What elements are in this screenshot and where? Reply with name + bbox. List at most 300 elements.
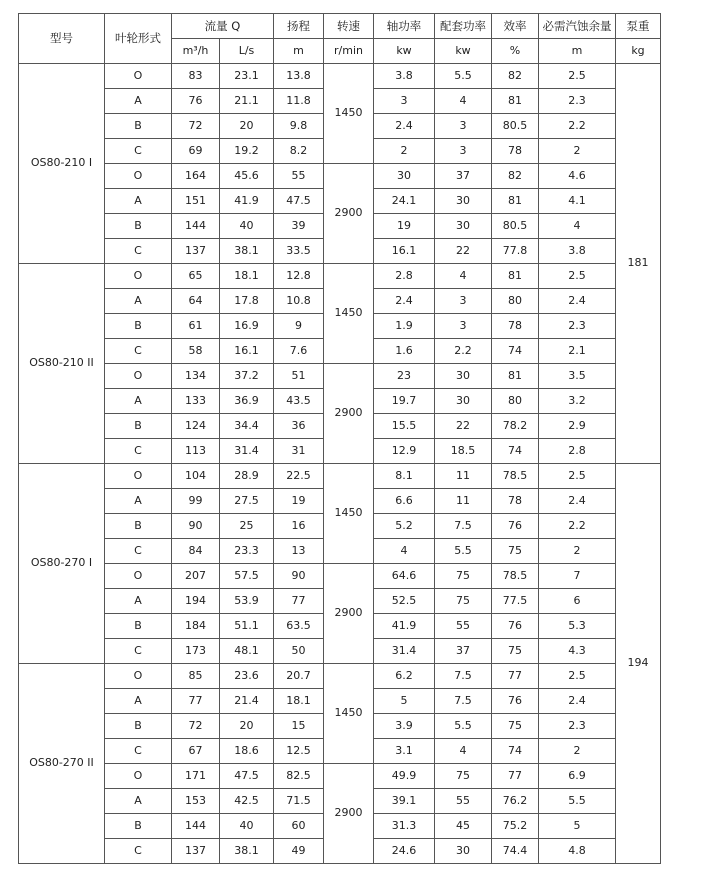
head-cell: 63.5 (274, 614, 324, 639)
efficiency-cell: 74 (492, 739, 539, 764)
efficiency-cell: 77 (492, 664, 539, 689)
flow-m3h-cell: 194 (172, 589, 220, 614)
flow-ls-cell: 31.4 (220, 439, 274, 464)
header-head: 扬程 (274, 14, 324, 39)
head-cell: 60 (274, 814, 324, 839)
weight-cell: 194 (616, 464, 661, 864)
flow-m3h-cell: 134 (172, 364, 220, 389)
shaft-power-cell: 3 (374, 89, 435, 114)
impeller-cell: C (105, 139, 172, 164)
impeller-cell: B (105, 814, 172, 839)
impeller-cell: B (105, 314, 172, 339)
motor-power-cell: 4 (435, 264, 492, 289)
header-speed: 转速 (324, 14, 374, 39)
motor-power-cell: 3 (435, 139, 492, 164)
npshr-cell: 4 (539, 214, 616, 239)
motor-power-cell: 30 (435, 214, 492, 239)
shaft-power-cell: 19 (374, 214, 435, 239)
flow-ls-cell: 36.9 (220, 389, 274, 414)
impeller-cell: O (105, 664, 172, 689)
impeller-cell: A (105, 589, 172, 614)
efficiency-cell: 80.5 (492, 214, 539, 239)
npshr-cell: 2.4 (539, 689, 616, 714)
speed-cell: 2900 (324, 364, 374, 464)
head-cell: 13 (274, 539, 324, 564)
npshr-cell: 2.8 (539, 439, 616, 464)
flow-ls-cell: 45.6 (220, 164, 274, 189)
motor-power-cell: 5.5 (435, 714, 492, 739)
shaft-power-cell: 6.2 (374, 664, 435, 689)
shaft-power-cell: 3.8 (374, 64, 435, 89)
flow-m3h-cell: 137 (172, 839, 220, 864)
npshr-cell: 2.4 (539, 289, 616, 314)
flow-ls-cell: 42.5 (220, 789, 274, 814)
npshr-cell: 2.3 (539, 89, 616, 114)
motor-power-cell: 30 (435, 839, 492, 864)
motor-power-cell: 30 (435, 389, 492, 414)
shaft-power-cell: 3.9 (374, 714, 435, 739)
flow-m3h-cell: 65 (172, 264, 220, 289)
shaft-power-cell: 19.7 (374, 389, 435, 414)
motor-power-cell: 30 (435, 189, 492, 214)
head-cell: 90 (274, 564, 324, 589)
motor-power-cell: 5.5 (435, 64, 492, 89)
impeller-cell: O (105, 564, 172, 589)
flow-ls-cell: 19.2 (220, 139, 274, 164)
efficiency-cell: 80 (492, 389, 539, 414)
unit-npshr: m (539, 39, 616, 64)
flow-m3h-cell: 133 (172, 389, 220, 414)
impeller-cell: A (105, 689, 172, 714)
npshr-cell: 2.5 (539, 64, 616, 89)
unit-efficiency: % (492, 39, 539, 64)
impeller-cell: C (105, 639, 172, 664)
motor-power-cell: 5.5 (435, 539, 492, 564)
impeller-cell: B (105, 614, 172, 639)
flow-ls-cell: 21.4 (220, 689, 274, 714)
motor-power-cell: 22 (435, 414, 492, 439)
table-row (19, 364, 661, 389)
efficiency-cell: 81 (492, 264, 539, 289)
npshr-cell: 2.5 (539, 464, 616, 489)
table-row (19, 464, 661, 489)
shaft-power-cell: 6.6 (374, 489, 435, 514)
shaft-power-cell: 2 (374, 139, 435, 164)
motor-power-cell: 2.2 (435, 339, 492, 364)
motor-power-cell: 11 (435, 489, 492, 514)
head-cell: 55 (274, 164, 324, 189)
shaft-power-cell: 1.6 (374, 339, 435, 364)
flow-ls-cell: 17.8 (220, 289, 274, 314)
efficiency-cell: 75 (492, 639, 539, 664)
flow-ls-cell: 16.1 (220, 339, 274, 364)
head-cell: 10.8 (274, 289, 324, 314)
impeller-cell: C (105, 739, 172, 764)
flow-ls-cell: 57.5 (220, 564, 274, 589)
flow-ls-cell: 20 (220, 714, 274, 739)
header-model: 型号 (19, 14, 105, 64)
flow-m3h-cell: 164 (172, 164, 220, 189)
head-cell: 71.5 (274, 789, 324, 814)
npshr-cell: 5 (539, 814, 616, 839)
unit-weight: kg (616, 39, 661, 64)
motor-power-cell: 11 (435, 464, 492, 489)
efficiency-cell: 77.8 (492, 239, 539, 264)
motor-power-cell: 22 (435, 239, 492, 264)
npshr-cell: 6 (539, 589, 616, 614)
flow-m3h-cell: 207 (172, 564, 220, 589)
shaft-power-cell: 41.9 (374, 614, 435, 639)
npshr-cell: 3.8 (539, 239, 616, 264)
flow-ls-cell: 48.1 (220, 639, 274, 664)
motor-power-cell: 37 (435, 164, 492, 189)
motor-power-cell: 55 (435, 614, 492, 639)
efficiency-cell: 76 (492, 514, 539, 539)
npshr-cell: 2 (539, 539, 616, 564)
flow-m3h-cell: 64 (172, 289, 220, 314)
flow-m3h-cell: 72 (172, 714, 220, 739)
motor-power-cell: 37 (435, 639, 492, 664)
shaft-power-cell: 5.2 (374, 514, 435, 539)
motor-power-cell: 7.5 (435, 664, 492, 689)
impeller-cell: O (105, 364, 172, 389)
head-cell: 16 (274, 514, 324, 539)
impeller-cell: A (105, 89, 172, 114)
npshr-cell: 7 (539, 564, 616, 589)
table-row (19, 564, 661, 589)
efficiency-cell: 80 (492, 289, 539, 314)
table-row (19, 64, 661, 89)
unit-motor-power: kw (435, 39, 492, 64)
speed-cell: 1450 (324, 264, 374, 364)
impeller-cell: A (105, 189, 172, 214)
flow-m3h-cell: 61 (172, 314, 220, 339)
flow-ls-cell: 47.5 (220, 764, 274, 789)
shaft-power-cell: 2.8 (374, 264, 435, 289)
speed-cell: 1450 (324, 664, 374, 764)
shaft-power-cell: 5 (374, 689, 435, 714)
motor-power-cell: 3 (435, 114, 492, 139)
head-cell: 47.5 (274, 189, 324, 214)
weight-cell: 181 (616, 64, 661, 464)
flow-ls-cell: 40 (220, 814, 274, 839)
efficiency-cell: 76.2 (492, 789, 539, 814)
flow-m3h-cell: 58 (172, 339, 220, 364)
table-header (19, 14, 661, 64)
table-row (19, 264, 661, 289)
flow-m3h-cell: 137 (172, 239, 220, 264)
header-npshr: 必需汽蚀余量 (539, 14, 616, 39)
table-row (19, 764, 661, 789)
efficiency-cell: 78 (492, 489, 539, 514)
head-cell: 19 (274, 489, 324, 514)
efficiency-cell: 81 (492, 364, 539, 389)
shaft-power-cell: 64.6 (374, 564, 435, 589)
shaft-power-cell: 31.3 (374, 814, 435, 839)
header-impeller: 叶轮形式 (105, 14, 172, 64)
shaft-power-cell: 31.4 (374, 639, 435, 664)
model-cell: OS80-270 II (19, 664, 105, 864)
motor-power-cell: 3 (435, 314, 492, 339)
npshr-cell: 2.1 (539, 339, 616, 364)
flow-m3h-cell: 90 (172, 514, 220, 539)
flow-ls-cell: 16.9 (220, 314, 274, 339)
npshr-cell: 2.4 (539, 489, 616, 514)
speed-cell: 1450 (324, 64, 374, 164)
flow-m3h-cell: 144 (172, 814, 220, 839)
npshr-cell: 4.6 (539, 164, 616, 189)
flow-ls-cell: 38.1 (220, 839, 274, 864)
motor-power-cell: 55 (435, 789, 492, 814)
unit-speed: r/min (324, 39, 374, 64)
impeller-cell: A (105, 389, 172, 414)
npshr-cell: 5.5 (539, 789, 616, 814)
npshr-cell: 5.3 (539, 614, 616, 639)
efficiency-cell: 82 (492, 64, 539, 89)
head-cell: 39 (274, 214, 324, 239)
header-motor-power: 配套功率 (435, 14, 492, 39)
efficiency-cell: 75 (492, 714, 539, 739)
impeller-cell: B (105, 714, 172, 739)
head-cell: 36 (274, 414, 324, 439)
impeller-cell: C (105, 239, 172, 264)
npshr-cell: 2.3 (539, 314, 616, 339)
flow-m3h-cell: 99 (172, 489, 220, 514)
efficiency-cell: 74.4 (492, 839, 539, 864)
shaft-power-cell: 16.1 (374, 239, 435, 264)
flow-ls-cell: 18.6 (220, 739, 274, 764)
head-cell: 13.8 (274, 64, 324, 89)
efficiency-cell: 78 (492, 314, 539, 339)
npshr-cell: 2.2 (539, 514, 616, 539)
head-cell: 11.8 (274, 89, 324, 114)
npshr-cell: 2.5 (539, 664, 616, 689)
efficiency-cell: 75.2 (492, 814, 539, 839)
head-cell: 50 (274, 639, 324, 664)
head-cell: 9.8 (274, 114, 324, 139)
header-efficiency: 效率 (492, 14, 539, 39)
flow-ls-cell: 40 (220, 214, 274, 239)
shaft-power-cell: 3.1 (374, 739, 435, 764)
shaft-power-cell: 2.4 (374, 114, 435, 139)
flow-m3h-cell: 104 (172, 464, 220, 489)
head-cell: 20.7 (274, 664, 324, 689)
npshr-cell: 2 (539, 739, 616, 764)
flow-ls-cell: 37.2 (220, 364, 274, 389)
motor-power-cell: 18.5 (435, 439, 492, 464)
efficiency-cell: 74 (492, 339, 539, 364)
flow-m3h-cell: 144 (172, 214, 220, 239)
motor-power-cell: 30 (435, 364, 492, 389)
impeller-cell: A (105, 489, 172, 514)
impeller-cell: O (105, 764, 172, 789)
impeller-cell: O (105, 164, 172, 189)
flow-m3h-cell: 173 (172, 639, 220, 664)
head-cell: 33.5 (274, 239, 324, 264)
impeller-cell: B (105, 414, 172, 439)
impeller-cell: O (105, 64, 172, 89)
motor-power-cell: 4 (435, 89, 492, 114)
shaft-power-cell: 49.9 (374, 764, 435, 789)
flow-ls-cell: 28.9 (220, 464, 274, 489)
shaft-power-cell: 23 (374, 364, 435, 389)
npshr-cell: 2.9 (539, 414, 616, 439)
npshr-cell: 6.9 (539, 764, 616, 789)
flow-m3h-cell: 72 (172, 114, 220, 139)
npshr-cell: 4.1 (539, 189, 616, 214)
efficiency-cell: 78.2 (492, 414, 539, 439)
flow-m3h-cell: 84 (172, 539, 220, 564)
flow-m3h-cell: 85 (172, 664, 220, 689)
impeller-cell: C (105, 839, 172, 864)
flow-m3h-cell: 184 (172, 614, 220, 639)
pump-performance-table (18, 13, 661, 864)
shaft-power-cell: 2.4 (374, 289, 435, 314)
npshr-cell: 4.3 (539, 639, 616, 664)
efficiency-cell: 76 (492, 614, 539, 639)
flow-m3h-cell: 124 (172, 414, 220, 439)
shaft-power-cell: 8.1 (374, 464, 435, 489)
motor-power-cell: 4 (435, 739, 492, 764)
impeller-cell: C (105, 439, 172, 464)
motor-power-cell: 75 (435, 589, 492, 614)
impeller-cell: C (105, 339, 172, 364)
efficiency-cell: 80.5 (492, 114, 539, 139)
impeller-cell: C (105, 539, 172, 564)
flow-m3h-cell: 153 (172, 789, 220, 814)
efficiency-cell: 77.5 (492, 589, 539, 614)
flow-m3h-cell: 171 (172, 764, 220, 789)
flow-ls-cell: 18.1 (220, 264, 274, 289)
flow-ls-cell: 41.9 (220, 189, 274, 214)
efficiency-cell: 78 (492, 139, 539, 164)
motor-power-cell: 7.5 (435, 689, 492, 714)
flow-ls-cell: 53.9 (220, 589, 274, 614)
speed-cell: 2900 (324, 564, 374, 664)
npshr-cell: 2.2 (539, 114, 616, 139)
flow-ls-cell: 51.1 (220, 614, 274, 639)
efficiency-cell: 74 (492, 439, 539, 464)
impeller-cell: B (105, 214, 172, 239)
flow-m3h-cell: 67 (172, 739, 220, 764)
unit-head: m (274, 39, 324, 64)
impeller-cell: A (105, 289, 172, 314)
unit-flow-m3h: m³/h (172, 39, 220, 64)
head-cell: 51 (274, 364, 324, 389)
head-cell: 49 (274, 839, 324, 864)
flow-ls-cell: 21.1 (220, 89, 274, 114)
head-cell: 31 (274, 439, 324, 464)
flow-m3h-cell: 76 (172, 89, 220, 114)
impeller-cell: O (105, 264, 172, 289)
flow-m3h-cell: 151 (172, 189, 220, 214)
impeller-cell: B (105, 114, 172, 139)
head-cell: 12.8 (274, 264, 324, 289)
efficiency-cell: 82 (492, 164, 539, 189)
shaft-power-cell: 4 (374, 539, 435, 564)
shaft-power-cell: 15.5 (374, 414, 435, 439)
table-row (19, 664, 661, 689)
speed-cell: 1450 (324, 464, 374, 564)
npshr-cell: 3.2 (539, 389, 616, 414)
model-cell: OS80-210 I (19, 64, 105, 264)
flow-ls-cell: 23.1 (220, 64, 274, 89)
flow-ls-cell: 27.5 (220, 489, 274, 514)
impeller-cell: O (105, 464, 172, 489)
efficiency-cell: 81 (492, 189, 539, 214)
head-cell: 22.5 (274, 464, 324, 489)
header-shaft-power: 轴功率 (374, 14, 435, 39)
speed-cell: 2900 (324, 164, 374, 264)
efficiency-cell: 77 (492, 764, 539, 789)
head-cell: 77 (274, 589, 324, 614)
head-cell: 12.5 (274, 739, 324, 764)
flow-m3h-cell: 69 (172, 139, 220, 164)
impeller-cell: A (105, 789, 172, 814)
unit-flow-ls: L/s (220, 39, 274, 64)
motor-power-cell: 3 (435, 289, 492, 314)
shaft-power-cell: 39.1 (374, 789, 435, 814)
motor-power-cell: 7.5 (435, 514, 492, 539)
model-cell: OS80-270 I (19, 464, 105, 664)
efficiency-cell: 76 (492, 689, 539, 714)
shaft-power-cell: 30 (374, 164, 435, 189)
flow-ls-cell: 23.3 (220, 539, 274, 564)
shaft-power-cell: 1.9 (374, 314, 435, 339)
speed-cell: 2900 (324, 764, 374, 864)
shaft-power-cell: 12.9 (374, 439, 435, 464)
head-cell: 7.6 (274, 339, 324, 364)
npshr-cell: 2 (539, 139, 616, 164)
npshr-cell: 4.8 (539, 839, 616, 864)
npshr-cell: 2.3 (539, 714, 616, 739)
head-cell: 43.5 (274, 389, 324, 414)
table-body (19, 64, 661, 864)
head-cell: 15 (274, 714, 324, 739)
shaft-power-cell: 52.5 (374, 589, 435, 614)
table-row (19, 164, 661, 189)
efficiency-cell: 81 (492, 89, 539, 114)
model-cell: OS80-210 II (19, 264, 105, 464)
motor-power-cell: 75 (435, 564, 492, 589)
shaft-power-cell: 24.1 (374, 189, 435, 214)
flow-ls-cell: 23.6 (220, 664, 274, 689)
shaft-power-cell: 24.6 (374, 839, 435, 864)
head-cell: 18.1 (274, 689, 324, 714)
flow-m3h-cell: 113 (172, 439, 220, 464)
unit-shaft-power: kw (374, 39, 435, 64)
header-weight: 泵重 (616, 14, 661, 39)
motor-power-cell: 75 (435, 764, 492, 789)
efficiency-cell: 78.5 (492, 464, 539, 489)
npshr-cell: 2.5 (539, 264, 616, 289)
motor-power-cell: 45 (435, 814, 492, 839)
flow-m3h-cell: 77 (172, 689, 220, 714)
flow-ls-cell: 20 (220, 114, 274, 139)
efficiency-cell: 78.5 (492, 564, 539, 589)
head-cell: 8.2 (274, 139, 324, 164)
npshr-cell: 3.5 (539, 364, 616, 389)
head-cell: 9 (274, 314, 324, 339)
flow-ls-cell: 25 (220, 514, 274, 539)
header-flow: 流量 Q (172, 14, 274, 39)
flow-m3h-cell: 83 (172, 64, 220, 89)
head-cell: 82.5 (274, 764, 324, 789)
efficiency-cell: 75 (492, 539, 539, 564)
flow-ls-cell: 38.1 (220, 239, 274, 264)
impeller-cell: B (105, 514, 172, 539)
flow-ls-cell: 34.4 (220, 414, 274, 439)
